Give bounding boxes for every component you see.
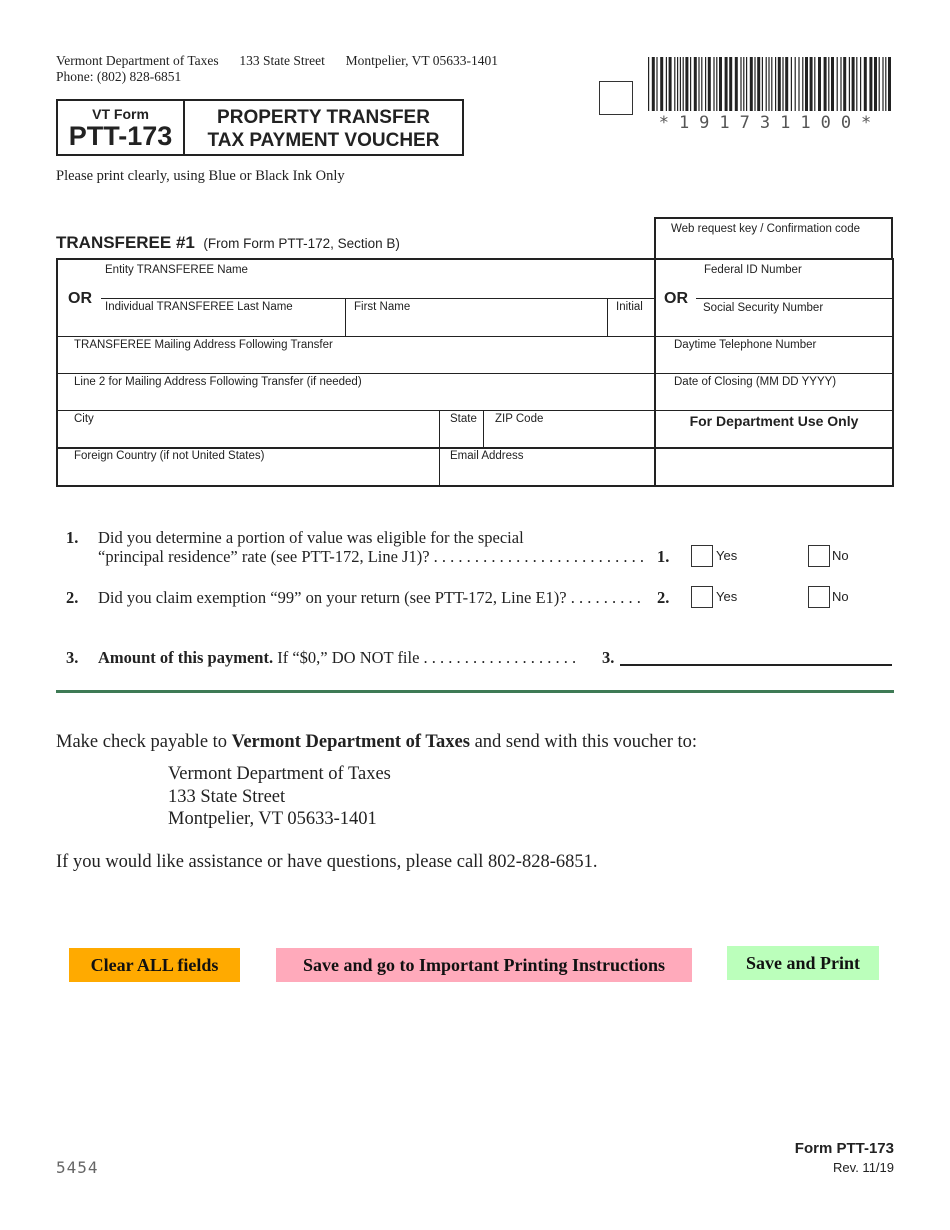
header-city: Montpelier, VT 05633-1401	[345, 53, 498, 68]
barcode-bar	[882, 57, 883, 111]
q3-number: 3.	[66, 648, 79, 667]
q2-ref: 2.	[657, 588, 670, 607]
address-line2-label: Line 2 for Mailing Address Following Transfer (if needed)	[74, 376, 362, 388]
barcode-bar	[690, 57, 691, 111]
q2-text: Did you claim exemption “99” on your return (see PTT-172, Line E1)? . . . . . . . . .	[98, 588, 641, 607]
last-name-field[interactable]	[101, 298, 345, 336]
transferee-grid	[56, 258, 894, 487]
barcode-bar	[685, 57, 688, 111]
barcode-bar	[754, 57, 755, 111]
barcode-bar	[814, 57, 815, 111]
barcode-bar	[879, 57, 880, 111]
barcode-bar	[802, 57, 803, 111]
barcode-bar	[666, 57, 667, 111]
form-title-line1: PROPERTY TRANSFER	[217, 107, 430, 128]
barcode-bar	[791, 57, 792, 111]
zip-field[interactable]	[484, 411, 654, 448]
barcode-bar	[888, 57, 891, 111]
barcode-bar	[840, 57, 841, 111]
barcode-image	[648, 57, 892, 111]
barcode-bar	[674, 57, 675, 111]
closing-date-label: Date of Closing (MM DD YYYY)	[674, 376, 837, 388]
header-street: 133 State Street	[239, 53, 325, 68]
barcode-bar	[795, 57, 796, 111]
header-phone: Phone: (802) 828-6851	[56, 69, 182, 84]
barcode-bar	[680, 57, 681, 111]
barcode-bar	[843, 57, 846, 111]
barcode-number: *191731100*	[658, 113, 882, 133]
form-number: PTT-173	[68, 121, 173, 151]
section-divider	[56, 690, 894, 693]
barcode-bar	[660, 57, 663, 111]
barcode-bar	[701, 57, 702, 111]
q1-text-line1: Did you determine a portion of value was eligible for the special	[98, 528, 524, 547]
barcode-bar	[831, 57, 834, 111]
barcode-bar	[648, 57, 649, 111]
email-field[interactable]	[440, 449, 892, 485]
barcode-bar	[656, 57, 657, 111]
barcode-bar	[694, 57, 697, 111]
barcode-bar	[885, 57, 886, 111]
last-name-label: Individual TRANSFEREE Last Name	[105, 301, 293, 313]
ssn-label: Social Security Number	[703, 302, 824, 314]
address-line2-field[interactable]	[58, 374, 654, 411]
barcode-bar	[837, 57, 838, 111]
transferee-subtitle: (From Form PTT-172, Section B)	[203, 236, 400, 251]
entity-name-label: Entity TRANSFEREE Name	[105, 264, 248, 276]
foreign-country-label: Foreign Country (if not United States)	[74, 450, 265, 462]
barcode-bar	[864, 57, 867, 111]
barcode-bar	[775, 57, 776, 111]
barcode-bar	[782, 57, 783, 111]
q2-yes-label: Yes	[716, 589, 738, 604]
payment-amount-field[interactable]	[620, 664, 892, 666]
barcode-bar	[705, 57, 706, 111]
state-field[interactable]	[440, 411, 483, 448]
q2-no-checkbox[interactable]	[808, 586, 830, 608]
mailing-line2: 133 State Street	[168, 786, 286, 807]
barcode-bar	[768, 57, 769, 111]
assistance-text: If you would like assistance or have questions, please call 802-828-6851.	[56, 852, 598, 872]
barcode-bar	[677, 57, 678, 111]
payment-payee: Vermont Department of Taxes	[231, 732, 470, 752]
barcode-bar	[778, 57, 781, 111]
barcode-bar	[698, 57, 699, 111]
closing-date-field[interactable]	[656, 374, 892, 411]
print-note: Please print clearly, using Blue or Black Ink Only	[56, 168, 345, 184]
barcode-bar	[849, 57, 850, 111]
mailing-line3: Montpelier, VT 05633-1401	[168, 809, 377, 829]
entity-name-field[interactable]	[58, 260, 654, 298]
state-label: State	[450, 413, 477, 425]
or-label-right: OR	[664, 290, 688, 307]
ssn-field[interactable]	[696, 298, 892, 336]
footer-code: 5454	[56, 1158, 99, 1177]
save-print-button[interactable]: Save and Print	[727, 946, 879, 980]
phone-field[interactable]	[656, 337, 892, 374]
header-department: Vermont Department of Taxes	[56, 53, 219, 68]
q1-no-label: No	[832, 548, 849, 563]
barcode-bar	[743, 57, 744, 111]
payment-intro-before: Make check payable to	[56, 732, 228, 752]
barcode-bar	[828, 57, 829, 111]
or-label-left: OR	[68, 290, 92, 307]
barcode-bar	[708, 57, 711, 111]
payment-intro	[56, 732, 697, 753]
transferee-title: TRANSFEREE #1	[56, 233, 195, 252]
q2-no-label: No	[832, 589, 849, 604]
barcode-bar	[771, 57, 772, 111]
foreign-country-field[interactable]	[58, 449, 439, 485]
save-instructions-button[interactable]: Save and go to Important Printing Instructions	[276, 948, 692, 982]
barcode-bar	[713, 57, 714, 111]
barcode-bar	[856, 57, 857, 111]
mailing-address-label: TRANSFEREE Mailing Address Following Transfer	[74, 339, 333, 351]
city-field[interactable]	[58, 411, 439, 448]
phone-label: Daytime Telephone Number	[674, 339, 817, 351]
mailing-address-block	[168, 763, 391, 831]
q3-text	[98, 648, 576, 668]
q3-ref: 3.	[602, 648, 615, 667]
q2-yes-checkbox[interactable]	[691, 586, 713, 608]
q1-number: 1.	[66, 528, 79, 547]
barcode-bar	[852, 57, 855, 111]
q1-no-checkbox[interactable]	[808, 545, 830, 567]
federal-id-field[interactable]	[656, 260, 892, 298]
initial-label: Initial	[616, 301, 643, 313]
q1-yes-checkbox[interactable]	[691, 545, 713, 567]
barcode-bar	[740, 57, 741, 111]
barcode-bar	[766, 57, 767, 111]
barcode-bar	[869, 57, 872, 111]
barcode-bar	[860, 57, 861, 111]
q1-text-line2: “principal residence” rate (see PTT-172, Line J1)? . . . . . . . . . . . . . . . . . . . . . . . . . .	[98, 547, 645, 566]
barcode-bar	[762, 57, 763, 111]
zip-label: ZIP Code	[495, 413, 544, 425]
mailing-address-field[interactable]	[58, 337, 654, 374]
q3-instruction: If “$0,” DO NOT file . . . . . . . . . . . . . . . . . . .	[277, 648, 577, 667]
barcode-bar	[735, 57, 738, 111]
footer-rev: Rev. 11/19	[833, 1160, 894, 1175]
transferee-heading	[56, 233, 400, 253]
q3-bold-text: Amount of this payment.	[98, 648, 274, 667]
footer-form: Form PTT-173	[794, 1140, 894, 1157]
barcode-bar	[818, 57, 821, 111]
q2-number: 2.	[66, 588, 79, 607]
header-address	[56, 53, 498, 69]
dept-use-label: For Department Use Only	[689, 413, 859, 429]
barcode-bar	[757, 57, 760, 111]
payment-intro-after: and send with this voucher to:	[474, 732, 698, 752]
q1-yes-label: Yes	[716, 548, 738, 563]
barcode-bar	[729, 57, 732, 111]
barcode-bar	[669, 57, 672, 111]
barcode-bar	[725, 57, 728, 111]
barcode-bar	[798, 57, 799, 111]
form-title-box	[56, 99, 464, 156]
federal-id-label: Federal ID Number	[704, 264, 802, 276]
barcode-bar	[746, 57, 747, 111]
barcode-bar	[652, 57, 655, 111]
city-label: City	[74, 413, 94, 425]
q1-ref: 1.	[657, 547, 670, 566]
barcode-bar	[810, 57, 813, 111]
barcode-bar	[719, 57, 722, 111]
initial-field[interactable]	[608, 298, 654, 336]
barcode-bar	[683, 57, 684, 111]
form-title-line2: TAX PAYMENT VOUCHER	[207, 130, 440, 151]
first-name-label: First Name	[354, 301, 411, 313]
barcode-bar	[824, 57, 827, 111]
web-request-key-field[interactable]	[654, 217, 893, 260]
clear-all-button[interactable]: Clear ALL fields	[69, 948, 240, 982]
email-label: Email Address	[450, 450, 524, 462]
barcode-bar	[716, 57, 717, 111]
vt-form-label: VT Form	[92, 106, 149, 122]
barcode-bar	[805, 57, 808, 111]
barcode-bar	[750, 57, 753, 111]
mailing-line1: Vermont Department of Taxes	[168, 764, 391, 784]
barcode-bar	[874, 57, 877, 111]
first-name-field[interactable]	[346, 298, 607, 336]
web-request-key-label: Web request key / Confirmation code	[671, 223, 860, 235]
office-checkbox[interactable]	[599, 81, 633, 115]
barcode-bar	[785, 57, 788, 111]
